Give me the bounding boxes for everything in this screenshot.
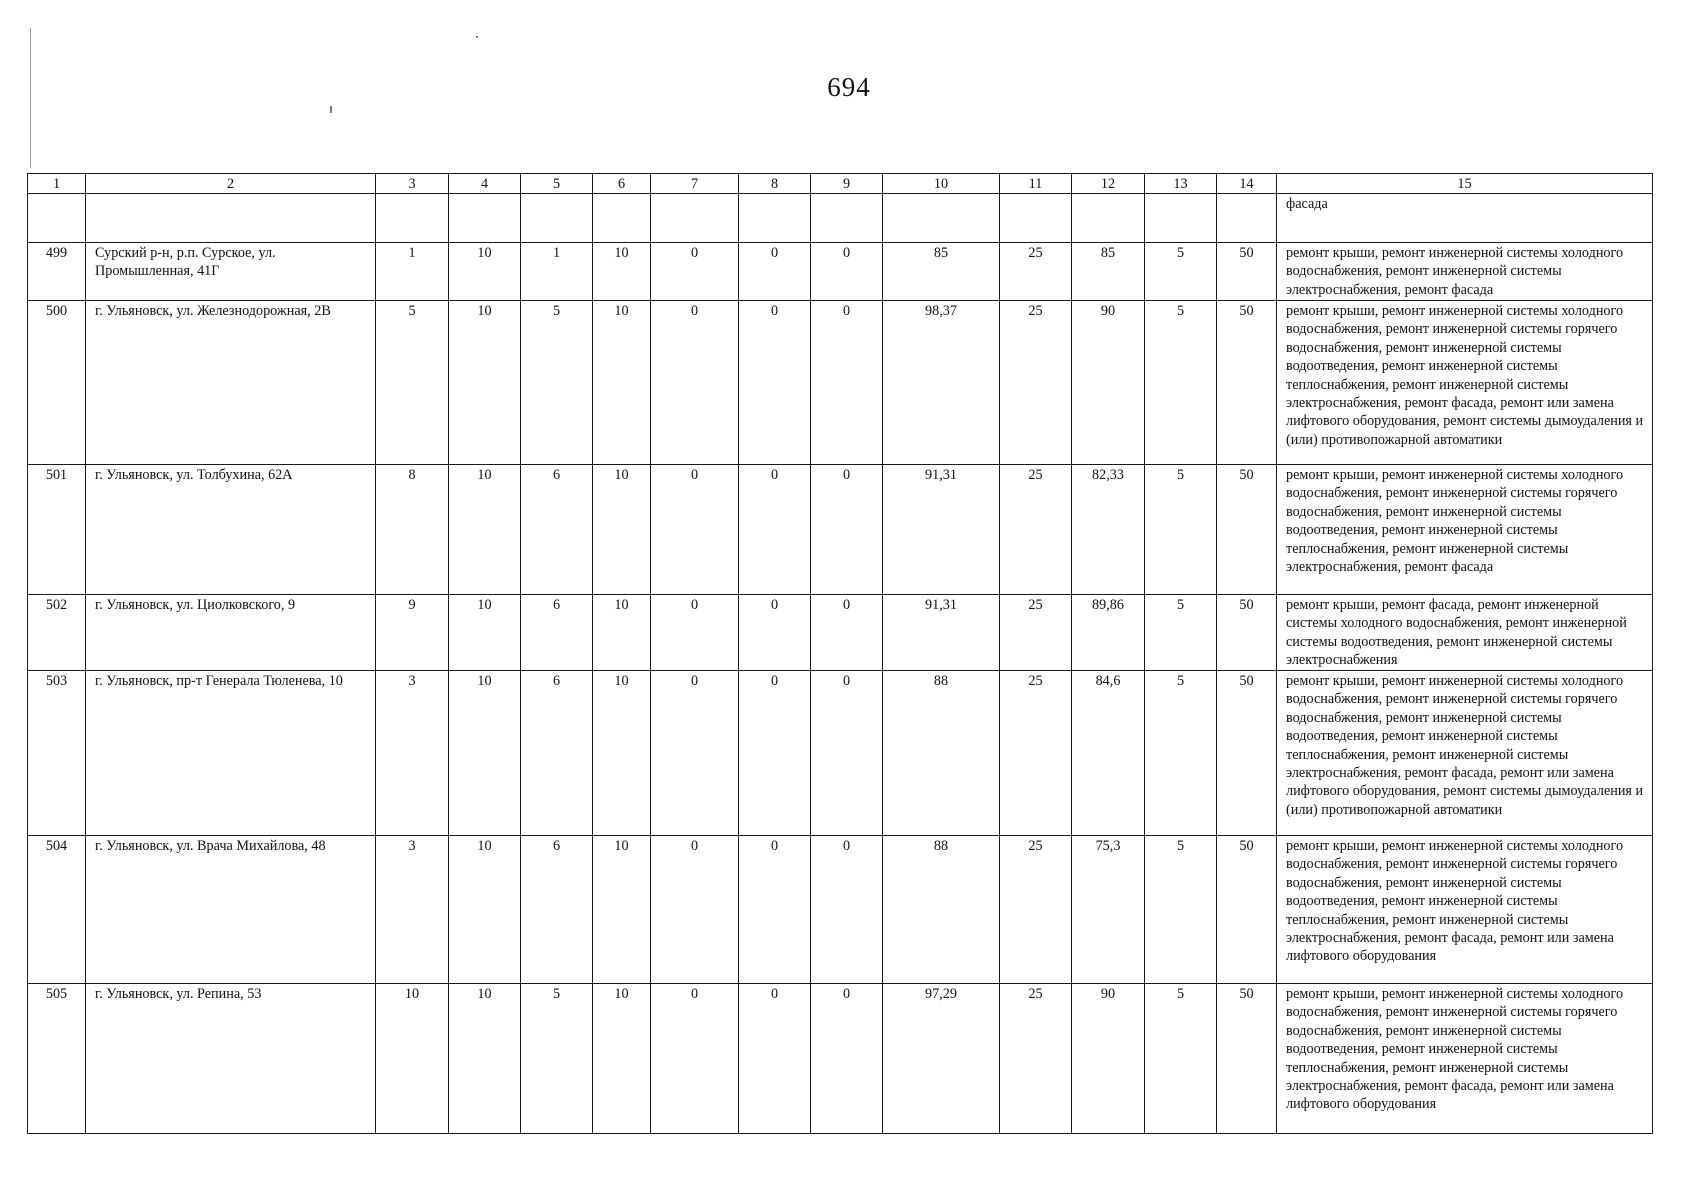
value-cell-col-9: 0 — [811, 243, 883, 301]
address-cell: г. Ульяновск, ул. Циолковского, 9 — [86, 595, 376, 671]
value-cell-col-6: 10 — [593, 836, 651, 984]
value-cell-col-6: 10 — [593, 984, 651, 1134]
column-header-row — [28, 174, 1653, 194]
value-cell-col-8: 0 — [739, 243, 811, 301]
column-header: 13 — [1145, 174, 1217, 194]
column-header: 7 — [651, 174, 739, 194]
value-cell-col-11: 25 — [1000, 836, 1072, 984]
value-cell-col-12: 90 — [1072, 984, 1145, 1134]
value-cell-col-14: 50 — [1217, 595, 1277, 671]
value-cell-col-5: 1 — [521, 243, 593, 301]
value-cell-col-11: 25 — [1000, 671, 1072, 836]
value-cell-col-5: 6 — [521, 465, 593, 595]
row-number-cell: 502 — [28, 595, 86, 671]
repair-register-table — [27, 173, 1653, 1134]
column-header: 10 — [883, 174, 1000, 194]
value-cell-col-11: 25 — [1000, 465, 1072, 595]
value-cell-col-7: 0 — [651, 465, 739, 595]
value-cell-col-10: 91,31 — [883, 595, 1000, 671]
column-header: 1 — [28, 174, 86, 194]
column-header: 12 — [1072, 174, 1145, 194]
address-cell: г. Ульяновск, ул. Врача Михайлова, 48 — [86, 836, 376, 984]
value-cell-col-3: 10 — [376, 984, 449, 1134]
value-cell-col-11: 25 — [1000, 243, 1072, 301]
value-cell-col-10: 91,31 — [883, 465, 1000, 595]
value-cell-col-3: 9 — [376, 595, 449, 671]
value-cell-col-13: 5 — [1145, 984, 1217, 1134]
value-cell-col-7: 0 — [651, 301, 739, 465]
value-cell-col-11: 25 — [1000, 301, 1072, 465]
value-cell-col-5: 6 — [521, 836, 593, 984]
value-cell-col-8: 0 — [739, 465, 811, 595]
column-header: 11 — [1000, 174, 1072, 194]
value-cell-col-10: 85 — [883, 243, 1000, 301]
value-cell-col-3: 3 — [376, 836, 449, 984]
value-cell-col-4: 10 — [449, 595, 521, 671]
value-cell-col-13: 5 — [1145, 465, 1217, 595]
value-cell-col-5: 5 — [521, 984, 593, 1134]
works-list-cell: ремонт крыши, ремонт фасада, ремонт инженерной системы холодного водоснабжения, ремонт инженерной системы водоотведения, ремонт инженерной системы электроснабжения — [1277, 595, 1653, 671]
column-header: 14 — [1217, 174, 1277, 194]
value-cell-col-7: 0 — [651, 595, 739, 671]
value-cell-col-14: 50 — [1217, 836, 1277, 984]
works-list-cell: ремонт крыши, ремонт инженерной системы холодного водоснабжения, ремонт инженерной системы горячего водоснабжения, ремонт инженерной системы водоотведения, ремонт инженерной системы теплоснабжения, ремонт инженерной системы электроснабжения, ремонт фасада, ремонт или замена лифтового оборудования — [1277, 836, 1653, 984]
table-row — [28, 243, 1653, 301]
address-cell: г. Ульяновск, ул. Железнодорожная, 2В — [86, 301, 376, 465]
value-cell-col-13: 5 — [1145, 836, 1217, 984]
table-row — [28, 465, 1653, 595]
value-cell-col-5: 6 — [521, 671, 593, 836]
value-cell-col-6: 10 — [593, 301, 651, 465]
page-number: 694 — [827, 72, 871, 102]
value-cell-col-9: 0 — [811, 671, 883, 836]
row-number-cell: 501 — [28, 465, 86, 595]
value-cell-col-8: 0 — [739, 984, 811, 1134]
column-header: 2 — [86, 174, 376, 194]
value-cell-col-7: 0 — [651, 671, 739, 836]
margin-rule — [30, 28, 31, 168]
value-cell-col-12: 85 — [1072, 243, 1145, 301]
table-row — [28, 301, 1653, 465]
value-cell-col-4: 10 — [449, 301, 521, 465]
scan-speck — [476, 36, 478, 38]
value-cell-col-10: 98,37 — [883, 301, 1000, 465]
column-header: 15 — [1277, 174, 1653, 194]
value-cell-col-6: 10 — [593, 243, 651, 301]
value-cell-col-4: 10 — [449, 671, 521, 836]
value-cell-col-7: 0 — [651, 836, 739, 984]
value-cell-col-13: 5 — [1145, 243, 1217, 301]
value-cell-col-13: 5 — [1145, 595, 1217, 671]
table-body — [28, 174, 1653, 1134]
column-header: 6 — [593, 174, 651, 194]
value-cell-col-12: 75,3 — [1072, 836, 1145, 984]
value-cell-col-3: 5 — [376, 301, 449, 465]
value-cell-col-4: 10 — [449, 984, 521, 1134]
value-cell-col-4: 10 — [449, 243, 521, 301]
value-cell-col-3: 8 — [376, 465, 449, 595]
works-list-cell: ремонт крыши, ремонт инженерной системы холодного водоснабжения, ремонт инженерной системы горячего водоснабжения, ремонт инженерной системы водоотведения, ремонт инженерной системы теплоснабжения, ремонт инженерной системы электроснабжения, ремонт фасада — [1277, 465, 1653, 595]
address-cell: г. Ульяновск, ул. Репина, 53 — [86, 984, 376, 1134]
works-list-cell: ремонт крыши, ремонт инженерной системы холодного водоснабжения, ремонт инженерной системы горячего водоснабжения, ремонт инженерной системы водоотведения, ремонт инженерной системы теплоснабжения, ремонт инженерной системы электроснабжения, ремонт фасада, ремонт или замена лифтового оборудования, ремонт системы дымоудаления и (или) противопожарной автоматики — [1277, 671, 1653, 836]
works-list-cell: ремонт крыши, ремонт инженерной системы холодного водоснабжения, ремонт инженерной системы горячего водоснабжения, ремонт инженерной системы водоотведения, ремонт инженерной системы теплоснабжения, ремонт инженерной системы электроснабжения, ремонт фасада, ремонт или замена лифтового оборудования, ремонт системы дымоудаления и (или) противопожарной автоматики — [1277, 301, 1653, 465]
column-header: 4 — [449, 174, 521, 194]
value-cell-col-14: 50 — [1217, 465, 1277, 595]
table-row — [28, 671, 1653, 836]
table-row — [28, 836, 1653, 984]
value-cell-col-10: 88 — [883, 671, 1000, 836]
column-header: 9 — [811, 174, 883, 194]
address-cell: Сурский р-н, р.п. Сурское, ул. Промышленная, 41Г — [86, 243, 376, 301]
value-cell-col-3: 1 — [376, 243, 449, 301]
value-cell-col-9: 0 — [811, 984, 883, 1134]
value-cell-col-6: 10 — [593, 465, 651, 595]
column-header: 3 — [376, 174, 449, 194]
row-number-cell: 504 — [28, 836, 86, 984]
value-cell-col-9: 0 — [811, 836, 883, 984]
value-cell-col-9: 0 — [811, 301, 883, 465]
works-list-cell: ремонт крыши, ремонт инженерной системы холодного водоснабжения, ремонт инженерной системы электроснабжения, ремонт фасада — [1277, 243, 1653, 301]
value-cell-col-6: 10 — [593, 671, 651, 836]
value-cell-col-7: 0 — [651, 984, 739, 1134]
value-cell-col-13: 5 — [1145, 301, 1217, 465]
value-cell-col-6: 10 — [593, 595, 651, 671]
value-cell-col-8: 0 — [739, 301, 811, 465]
value-cell-col-13: 5 — [1145, 671, 1217, 836]
row-number-cell: 499 — [28, 243, 86, 301]
value-cell-col-11: 25 — [1000, 595, 1072, 671]
works-list-cell: ремонт крыши, ремонт инженерной системы холодного водоснабжения, ремонт инженерной системы горячего водоснабжения, ремонт инженерной системы водоотведения, ремонт инженерной системы теплоснабжения, ремонт инженерной системы электроснабжения, ремонт фасада, ремонт или замена лифтового оборудования — [1277, 984, 1653, 1134]
value-cell-col-11: 25 — [1000, 984, 1072, 1134]
value-cell-col-8: 0 — [739, 595, 811, 671]
value-cell-col-9: 0 — [811, 465, 883, 595]
value-cell-col-8: 0 — [739, 836, 811, 984]
value-cell-col-14: 50 — [1217, 243, 1277, 301]
value-cell-col-4: 10 — [449, 465, 521, 595]
value-cell-col-12: 90 — [1072, 301, 1145, 465]
row-number-cell: 505 — [28, 984, 86, 1134]
value-cell-col-3: 3 — [376, 671, 449, 836]
works-continuation: фасада — [1277, 194, 1653, 243]
value-cell-col-12: 84,6 — [1072, 671, 1145, 836]
value-cell-col-12: 89,86 — [1072, 595, 1145, 671]
address-cell: г. Ульяновск, ул. Толбухина, 62А — [86, 465, 376, 595]
table-row — [28, 595, 1653, 671]
value-cell-col-9: 0 — [811, 595, 883, 671]
value-cell-col-4: 10 — [449, 836, 521, 984]
address-cell: г. Ульяновск, пр-т Генерала Тюленева, 10 — [86, 671, 376, 836]
value-cell-col-7: 0 — [651, 243, 739, 301]
continuation-row — [28, 194, 1653, 243]
value-cell-col-5: 5 — [521, 301, 593, 465]
value-cell-col-10: 97,29 — [883, 984, 1000, 1134]
row-number-cell: 503 — [28, 671, 86, 836]
value-cell-col-14: 50 — [1217, 301, 1277, 465]
table-row — [28, 984, 1653, 1134]
scan-speck — [330, 106, 332, 113]
value-cell-col-12: 82,33 — [1072, 465, 1145, 595]
value-cell-col-5: 6 — [521, 595, 593, 671]
row-number-cell: 500 — [28, 301, 86, 465]
value-cell-col-10: 88 — [883, 836, 1000, 984]
value-cell-col-14: 50 — [1217, 984, 1277, 1134]
column-header: 5 — [521, 174, 593, 194]
value-cell-col-14: 50 — [1217, 671, 1277, 836]
column-header: 8 — [739, 174, 811, 194]
value-cell-col-8: 0 — [739, 671, 811, 836]
